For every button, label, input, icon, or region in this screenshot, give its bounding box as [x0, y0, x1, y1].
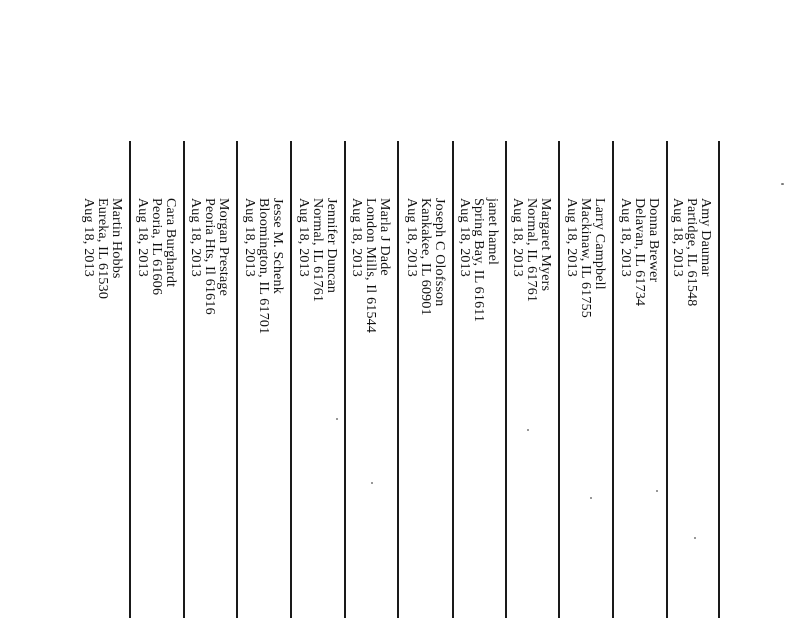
separator-line [558, 141, 560, 618]
entry-location: Spring Bay, IL 61611 [471, 198, 486, 323]
entry-location: Bloomington, IL 61701 [256, 198, 271, 335]
scan-speck [371, 482, 373, 484]
separator-line [183, 141, 185, 618]
entry-location: Delavan, IL 61734 [632, 198, 647, 307]
entry-name: Cara Burghardt [163, 198, 178, 288]
entry-date: Aug 18, 2013 [457, 198, 472, 278]
entry-location: Partidge, IL 61548 [684, 198, 699, 307]
entry-name: Joseph C Olofsson [432, 198, 447, 307]
separator-line [129, 141, 131, 618]
separator-line [666, 141, 668, 618]
separator-line [612, 141, 614, 618]
list-item [510, 198, 552, 302]
scan-speck [656, 490, 658, 492]
entry-name: Donna Brewer [646, 198, 661, 283]
separator-line [236, 141, 238, 618]
entry-name: Martin Hobbs [109, 198, 124, 279]
scan-speck [781, 183, 784, 185]
entry-date: Aug 18, 2013 [404, 198, 419, 278]
list-item [81, 198, 123, 299]
list-item [618, 198, 660, 306]
entry-location: Kankakee, IL 60901 [418, 198, 433, 316]
separator-line [290, 141, 292, 618]
scan-speck [527, 429, 529, 431]
entry-name: janet hamel [485, 198, 500, 266]
separator-line [505, 141, 507, 618]
separator-line [344, 141, 346, 618]
entry-name: Amy Daumar [698, 198, 713, 277]
entry-date: Aug 18, 2013 [296, 198, 311, 278]
entry-date: Aug 18, 2013 [135, 198, 150, 278]
entry-location: Peoria Hts, Il 61616 [202, 198, 217, 315]
entry-name: Larry Campbell [592, 198, 607, 290]
entry-name: Marla J Dade [377, 198, 392, 276]
list-item [296, 198, 338, 302]
entry-location: Peoria, IL 61606 [149, 198, 164, 296]
entry-name: Morgan Prestage [216, 198, 231, 296]
list-item [242, 198, 284, 334]
entry-date: Aug 18, 2013 [510, 198, 525, 278]
list-item [135, 198, 177, 295]
entry-name: Jesse M. Schenk [270, 198, 285, 294]
entry-date: Aug 18, 2013 [188, 198, 203, 278]
entry-location: Normal, IL 61761 [524, 198, 539, 303]
separator-line [718, 141, 720, 618]
entry-date: Aug 18, 2013 [242, 198, 257, 278]
list-item [564, 198, 606, 318]
separator-line [452, 141, 454, 618]
entry-date: Aug 18, 2013 [349, 198, 364, 278]
scan-speck [590, 497, 592, 499]
scan-speck [694, 537, 696, 539]
entry-location: Eureka, IL 61530 [95, 198, 110, 300]
entry-location: London Mills, Il 61544 [363, 198, 378, 334]
list-item [349, 198, 391, 333]
list-item [670, 198, 712, 306]
separator-line [397, 141, 399, 618]
entry-date: Aug 18, 2013 [564, 198, 579, 278]
entry-date: Aug 18, 2013 [618, 198, 633, 278]
list-item [457, 198, 499, 322]
entry-name: Jennifer Duncan [324, 198, 339, 294]
entry-location: Mackinaw, IL 61755 [578, 198, 593, 318]
entry-name: Margaret Myers [538, 198, 553, 292]
scan-speck [336, 418, 338, 420]
entry-date: Aug 18, 2013 [81, 198, 96, 278]
entry-date: Aug 18, 2013 [670, 198, 685, 278]
list-item [188, 198, 230, 315]
entry-location: Normal, IL 61761 [310, 198, 325, 303]
list-item [404, 198, 446, 316]
